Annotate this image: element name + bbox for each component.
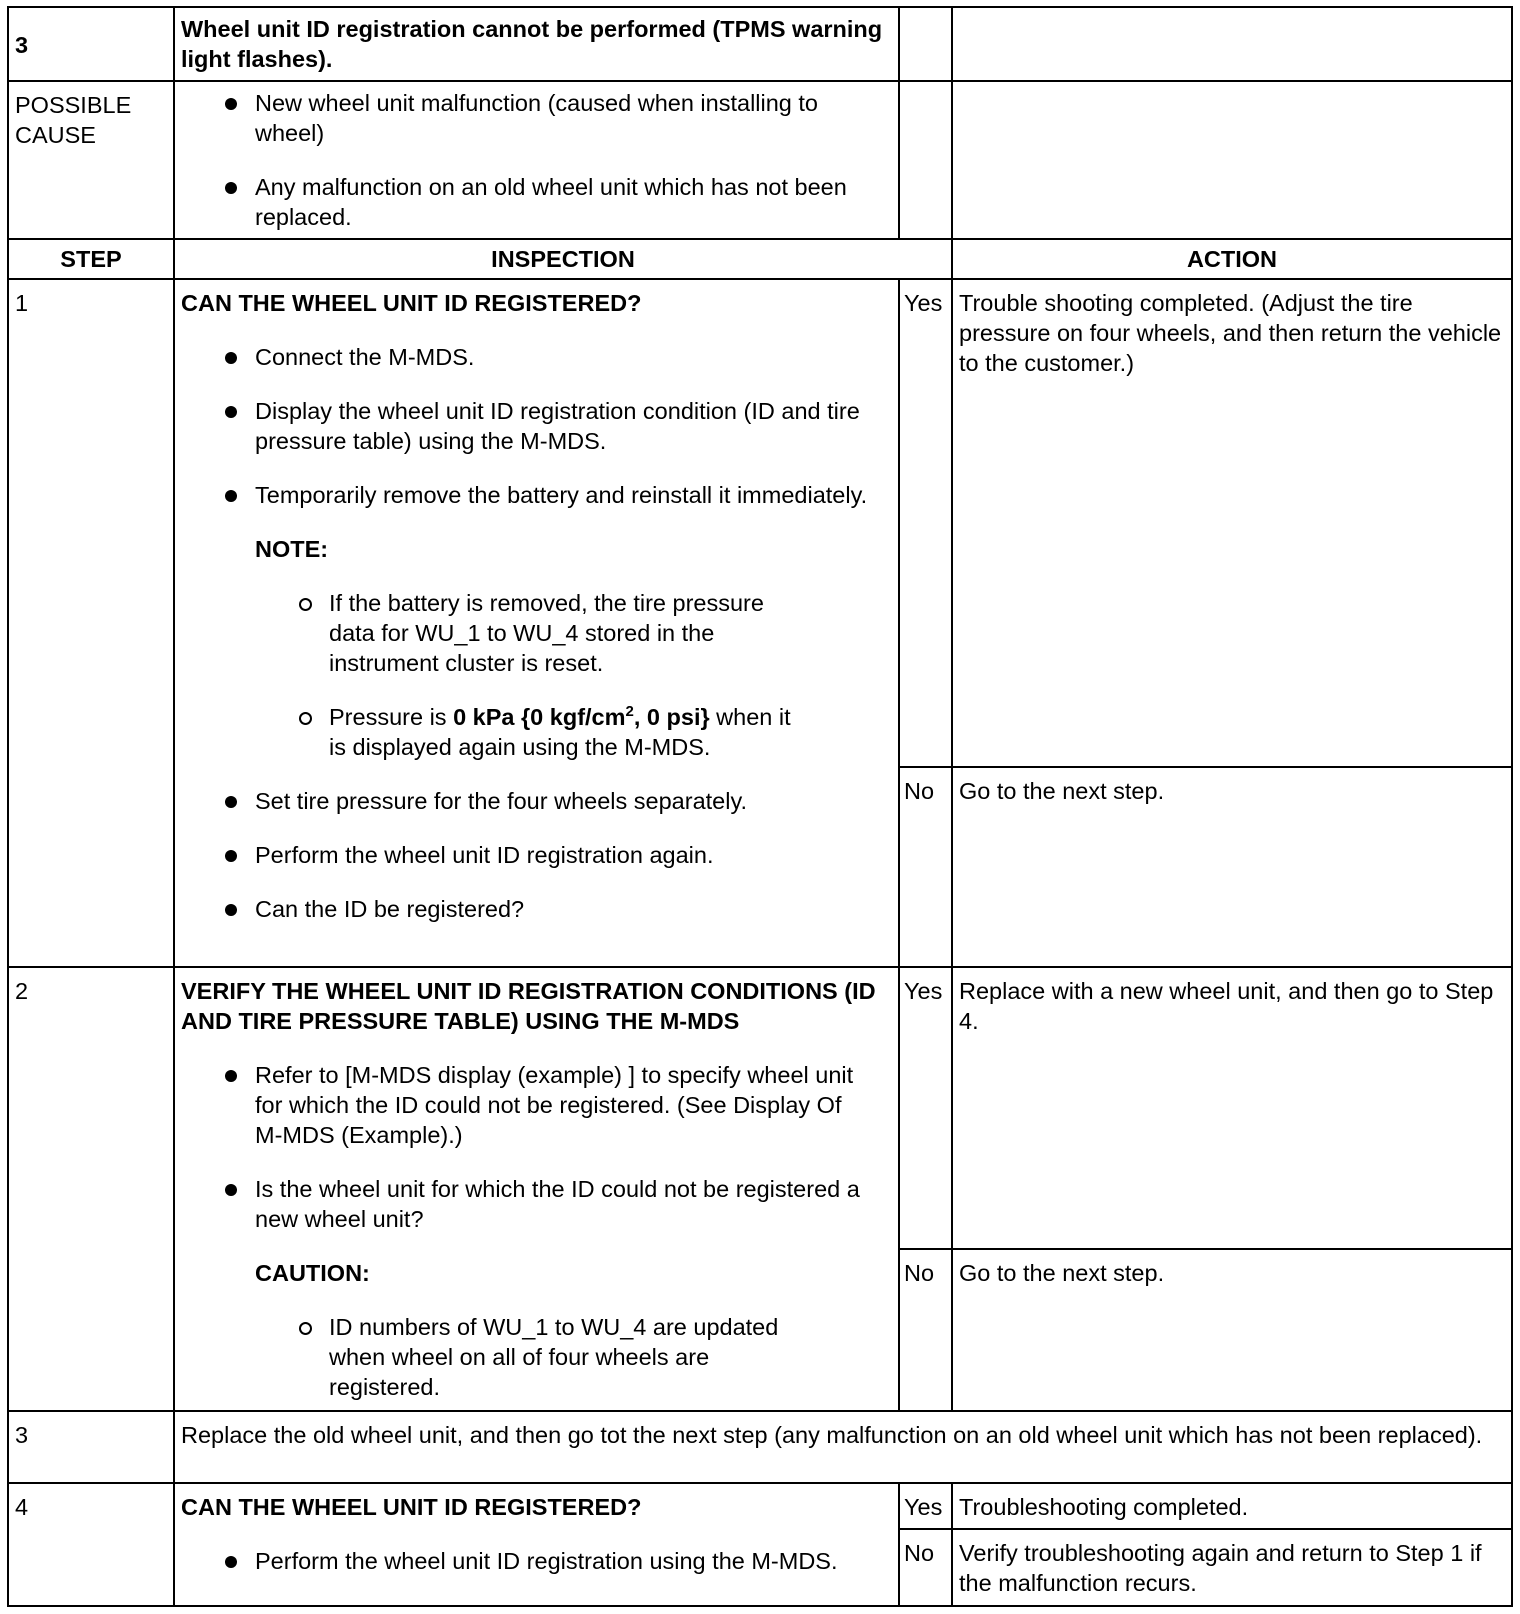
- step-4-no-label: No: [899, 1529, 952, 1606]
- possible-cause-yn-blank: [899, 81, 952, 239]
- header-number: 3: [8, 7, 174, 81]
- step-2-number: 2: [8, 967, 174, 1411]
- step-4-no-action: Verify troubleshooting again and return to Step 1 if the malfunction recurs.: [952, 1529, 1512, 1606]
- header-title: Wheel unit ID registration cannot be performed (TPMS warning light flashes).: [174, 7, 899, 81]
- possible-cause-label: [8, 81, 174, 239]
- list-item: Refer to [M-MDS display (example) ] to specify wheel unit for which the ID could not be registered. (See Display Of M-MDS (Example).): [181, 1060, 875, 1150]
- list-item: Display the wheel unit ID registration condition (ID and tire pressure table) using the M-MDS.: [181, 396, 875, 456]
- list-item: New wheel unit malfunction (caused when installing to wheel): [181, 88, 875, 148]
- column-header-step: STEP: [8, 239, 174, 279]
- list-item: Temporarily remove the battery and reinstall it immediately.: [181, 480, 875, 510]
- header-yn-blank: [899, 7, 952, 81]
- possible-cause-list-cell: [174, 81, 899, 239]
- step-2-caution-label: CAUTION:: [255, 1260, 370, 1286]
- step-2-title: VERIFY THE WHEEL UNIT ID REGISTRATION CONDITIONS (ID AND TIRE PRESSURE TABLE) USING THE M-MDS: [181, 978, 876, 1034]
- possible-cause-action-blank: [952, 81, 1512, 239]
- possible-cause-list: [181, 88, 892, 232]
- header-row: [8, 7, 1512, 81]
- troubleshooting-table: [7, 6, 1513, 1607]
- pressure-value: 0 kPa {0 kgf/cm: [453, 704, 626, 730]
- step-4-number: 4: [8, 1483, 174, 1606]
- list-item: Perform the wheel unit ID registration again.: [181, 840, 875, 870]
- step-4-yes-action: Troubleshooting completed.: [952, 1483, 1512, 1529]
- step-1-inspection: [174, 279, 899, 967]
- step-1-list-after: [181, 786, 892, 924]
- list-item: Set tire pressure for the four wheels separately.: [181, 786, 875, 816]
- step-2-row-yes: [8, 967, 1512, 1249]
- column-header-action: ACTION: [952, 239, 1512, 279]
- pressure-prefix: Pressure is: [329, 704, 454, 730]
- list-item: ID numbers of WU_1 to WU_4 are updated when wheel on all of four wheels are registered.: [181, 1312, 809, 1402]
- list-item: Can the ID be registered?: [181, 894, 875, 924]
- step-1-yes-label: Yes: [899, 279, 952, 767]
- step-1-no-action: Go to the next step.: [952, 767, 1512, 967]
- step-2-list: [181, 1060, 892, 1234]
- pressure-suffix: when it is displayed again using the M-MDS.: [329, 704, 791, 760]
- step-1-no-label: No: [899, 767, 952, 967]
- step-4-yes-label: Yes: [899, 1483, 952, 1529]
- step-2-caution-list: [181, 1312, 892, 1402]
- list-item: Connect the M-MDS.: [181, 342, 875, 372]
- step-1-note-label: NOTE:: [255, 536, 329, 562]
- step-2-yes-action: Replace with a new wheel unit, and then go to Step 4.: [952, 967, 1512, 1249]
- step-3-number: 3: [8, 1411, 174, 1483]
- pressure-sup: 2: [625, 703, 634, 721]
- step-4-title: CAN THE WHEEL UNIT ID REGISTERED?: [181, 1494, 642, 1520]
- header-action-blank: [952, 7, 1512, 81]
- pressure-value-psi: , 0 psi}: [633, 704, 710, 730]
- step-2-inspection: [174, 967, 899, 1411]
- step-2-no-label: No: [899, 1249, 952, 1411]
- step-1-note-list: [181, 588, 892, 762]
- troubleshooting-document: [7, 6, 1513, 1607]
- list-item: Is the wheel unit for which the ID could not be registered a new wheel unit?: [181, 1174, 875, 1234]
- list-item: If the battery is removed, the tire pressure data for WU_1 to WU_4 stored in the instrument cluster is reset.: [181, 588, 809, 678]
- step-2-yes-label: Yes: [899, 967, 952, 1249]
- column-header-row: [8, 239, 1512, 279]
- step-3-text: Replace the old wheel unit, and then go tot the next step (any malfunction on an old wheel unit which has not been replaced).: [174, 1411, 1512, 1483]
- step-1-row-yes: [8, 279, 1512, 767]
- possible-cause-label-text: POSSIBLE CAUSE: [15, 92, 132, 148]
- step-1-yes-action: Trouble shooting completed. (Adjust the tire pressure on four wheels, and then return the vehicle to the customer.): [952, 279, 1512, 767]
- list-item: Perform the wheel unit ID registration using the M-MDS.: [181, 1546, 875, 1576]
- step-2-no-action: Go to the next step.: [952, 1249, 1512, 1411]
- column-header-inspection: INSPECTION: [174, 239, 952, 279]
- step-4-row-yes: [8, 1483, 1512, 1529]
- step-4-list: [181, 1546, 892, 1576]
- step-4-inspection: [174, 1483, 899, 1606]
- step-1-title: CAN THE WHEEL UNIT ID REGISTERED?: [181, 290, 642, 316]
- list-item: Any malfunction on an old wheel unit which has not been replaced.: [181, 172, 875, 232]
- possible-cause-row: [8, 81, 1512, 239]
- step-1-number: 1: [8, 279, 174, 967]
- step-3-row: [8, 1411, 1512, 1483]
- step-1-list: [181, 342, 892, 510]
- list-item: [181, 702, 809, 762]
